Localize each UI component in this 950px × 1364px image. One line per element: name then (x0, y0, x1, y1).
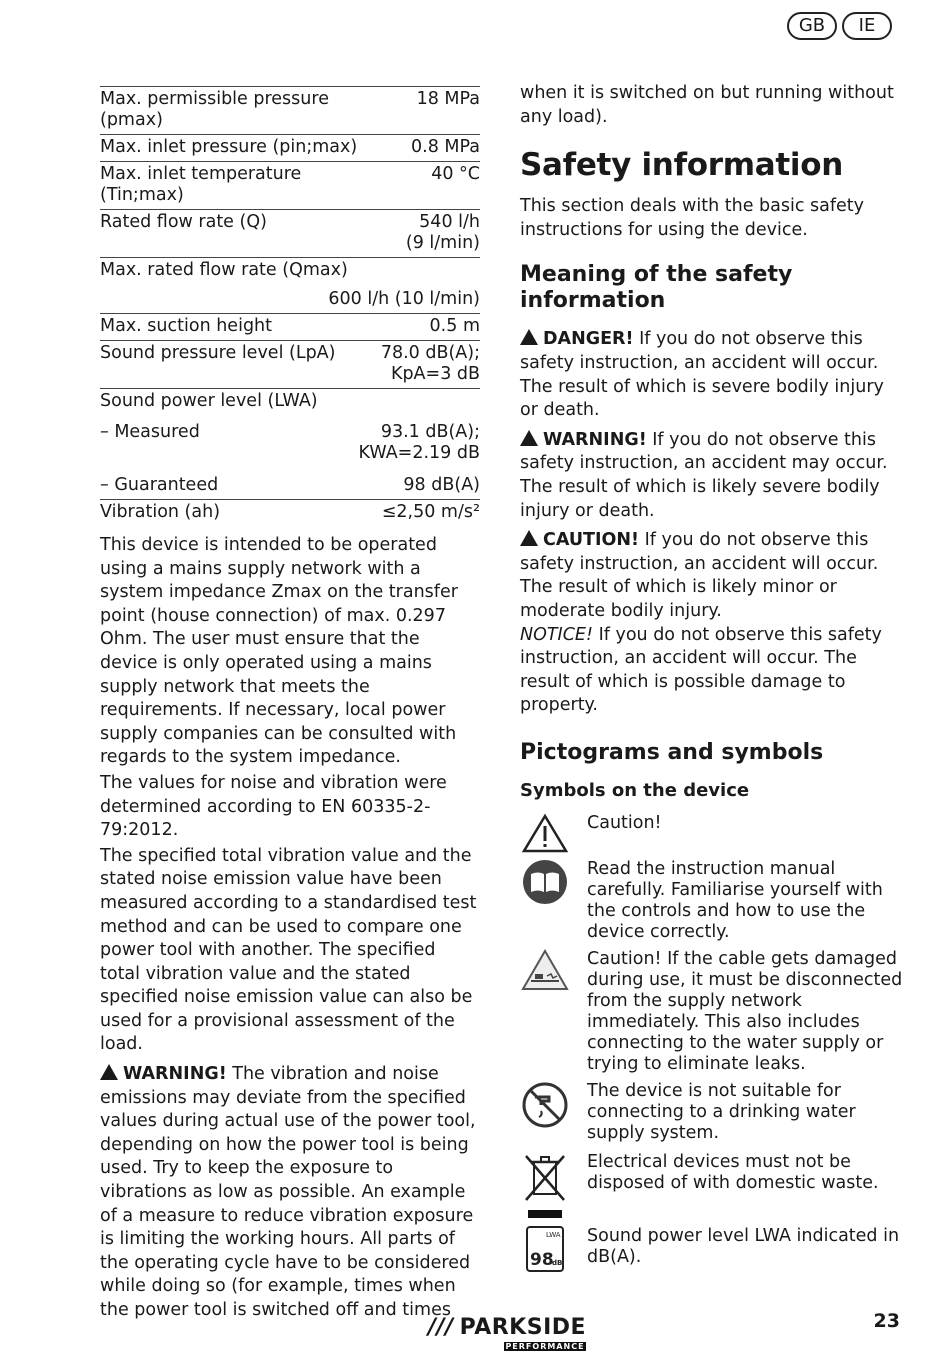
warning-triangle-icon (520, 430, 538, 446)
spec-value: 40 °C (431, 164, 480, 184)
spec-label: – Guaranteed (100, 475, 219, 495)
no-drinking-water-icon (520, 1081, 570, 1129)
weee-crossed-bin-icon (520, 1152, 570, 1220)
caution-triangle-icon (520, 530, 538, 546)
spec-value: 93.1 dB(A); KWA=2.19 dB (358, 422, 480, 463)
brand-logo (428, 1315, 588, 1351)
danger-triangle-icon (520, 329, 538, 345)
spec-table (100, 86, 480, 526)
sound-power-98db-icon (520, 1226, 570, 1272)
language-badges (787, 12, 892, 40)
symbol-row (520, 859, 905, 943)
subsection-title-meaning: Meaning of the safety information (520, 262, 793, 314)
caution-triangle-icon (520, 813, 570, 853)
caution-text: If you do not observe this safety instruction, an accident will occur. The result of which is likely minor or moderate bodily injury. (520, 530, 879, 621)
subsection-title-pictograms: Pictograms and symbols (520, 739, 824, 765)
spec-label: Vibration (ah) (100, 502, 221, 522)
language-badge-gb: GB (787, 12, 837, 40)
spec-row (100, 86, 480, 134)
language-badge-ie: IE (842, 12, 892, 40)
spec-value: 600 l/h (10 l/min) (328, 289, 480, 309)
warning-text: The vibration and noise emissions may deviate from the specified values during actual use of the power tool, depending on how the power tool is being used. Try to keep the exposure to vibrations as low as possible. An example of a measure to reduce vibration exposure is limiting the working hours. All parts of the operating cycle have to be considered while doing so (for example, times when the power tool is switched off and times (100, 1064, 476, 1320)
spec-row (100, 313, 480, 340)
sound-badge-unit: dB (552, 1258, 563, 1267)
cable-damage-warning-icon (520, 949, 570, 991)
section-title: Safety information (520, 147, 843, 184)
continued-text: when it is switched on but running without any load). (520, 83, 894, 127)
spec-value: 98 dB(A) (403, 475, 480, 495)
warning-text: If you do not observe this safety instruction, an accident may occur. The result of which is likely severe bodily injury or death. (520, 429, 888, 521)
spec-row (100, 499, 480, 526)
spec-label: Max. suction height (100, 316, 273, 336)
vibration-value-paragraph: The specified total vibration value and the stated noise emission value have been measured according to a standardised test method and can be used to compare one power tool with another. The specified total vibration value and the stated specified noise emission value can also be used for a provisional assessment of the load. (100, 845, 477, 1055)
right-column (520, 82, 905, 1278)
danger-paragraph (520, 328, 905, 422)
symbol-description: Caution! (587, 812, 662, 833)
spec-label: – Measured (100, 422, 200, 442)
spec-value: 0.8 MPa (411, 137, 480, 157)
spec-row (100, 257, 480, 313)
symbol-description: Sound power level LWA indicated in dB(A). (587, 1225, 900, 1267)
symbol-row (520, 949, 905, 1075)
impedance-paragraph: This device is intended to be operated using a mains supply network with a system impedance Zmax on the transfer point (house connection) of max. 0.297 Ohm. The user must ensure that the device is only operated using a mains supply network that meets the requirements. If necessary, local power supply companies can be consulted with regards to the system impedance. (100, 535, 458, 768)
symbol-description: Read the instruction manual carefully. Familiarise yourself with the controls and how to use the device correctly. (587, 858, 883, 942)
warning-label: WARNING! (123, 1064, 227, 1085)
symbol-row (520, 813, 905, 853)
spec-value (472, 391, 480, 412)
symbol-row (520, 1081, 905, 1144)
brand-name: PARKSIDE (459, 1315, 587, 1340)
notice-label: NOTICE! (520, 624, 594, 645)
spec-value: 78.0 dB(A); KpA=3 dB (380, 343, 480, 384)
spec-label: Rated flow rate (Q) (100, 212, 267, 232)
left-column (100, 86, 480, 1323)
notice-paragraph (520, 624, 905, 718)
notice-text: If you do not observe this safety instruction, an accident will occur. The result of which is possible damage to property. (520, 624, 882, 716)
spec-row (100, 467, 480, 499)
spec-row (100, 340, 480, 388)
logo-slashes-icon: /// (428, 1315, 454, 1340)
warning-label: WARNING! (543, 429, 647, 450)
spec-value: 18 MPa (416, 89, 480, 109)
section-intro: This section deals with the basic safety instructions for using the device. (520, 196, 865, 240)
spec-label: Max. permissible pressure (pmax) (100, 89, 329, 130)
spec-label: Sound power level (LWA) (100, 391, 318, 411)
warning-triangle-icon (100, 1064, 118, 1080)
symbol-description: Caution! If the cable gets damaged during use, it must be disconnected from the supply network immediately. This also includes connecting to the water supply or trying to eliminate leaks. (587, 948, 903, 1074)
sound-badge-value: 98 (530, 1249, 554, 1270)
caution-label: CAUTION! (543, 530, 640, 551)
symbols-heading: Symbols on the device (520, 779, 750, 801)
symbol-description: Electrical devices must not be disposed of with domestic waste. (587, 1151, 879, 1193)
symbol-row (520, 1226, 905, 1272)
spec-value: 540 l/h (9 l/min) (405, 212, 480, 253)
read-manual-icon (520, 859, 570, 905)
caution-paragraph (520, 529, 905, 623)
spec-value: 0.5 m (429, 316, 480, 336)
brand-subline: PERFORMANCE (505, 1342, 585, 1351)
spec-label: Max. rated flow rate (Qmax) (100, 260, 348, 280)
sound-badge-label: LWA (546, 1230, 561, 1239)
spec-label: Sound pressure level (LpA) (100, 343, 336, 363)
spec-row (100, 161, 480, 209)
symbol-description: The device is not suitable for connecting to a drinking water supply system. (587, 1080, 856, 1143)
danger-text: If you do not observe this safety instruction, an accident will occur. The result of which is severe bodily injury or death. (520, 329, 884, 421)
warning-paragraph (520, 429, 905, 523)
symbols-list (520, 813, 905, 1272)
spec-value: ≤2,50 m/s² (381, 502, 480, 522)
spec-label: Max. inlet pressure (pin;max) (100, 137, 358, 157)
page-number: 23 (873, 1310, 900, 1332)
spec-row (100, 134, 480, 161)
spec-row (100, 420, 480, 467)
spec-row (100, 388, 480, 420)
danger-label: DANGER! (543, 329, 634, 350)
symbol-row (520, 1152, 905, 1220)
spec-label: Max. inlet temperature (Tin;max) (100, 164, 302, 205)
spec-row (100, 209, 480, 257)
vibration-warning-paragraph (100, 1063, 480, 1323)
measurement-paragraph: The values for noise and vibration were determined according to EN 60335-2-79:2012. (100, 772, 447, 841)
